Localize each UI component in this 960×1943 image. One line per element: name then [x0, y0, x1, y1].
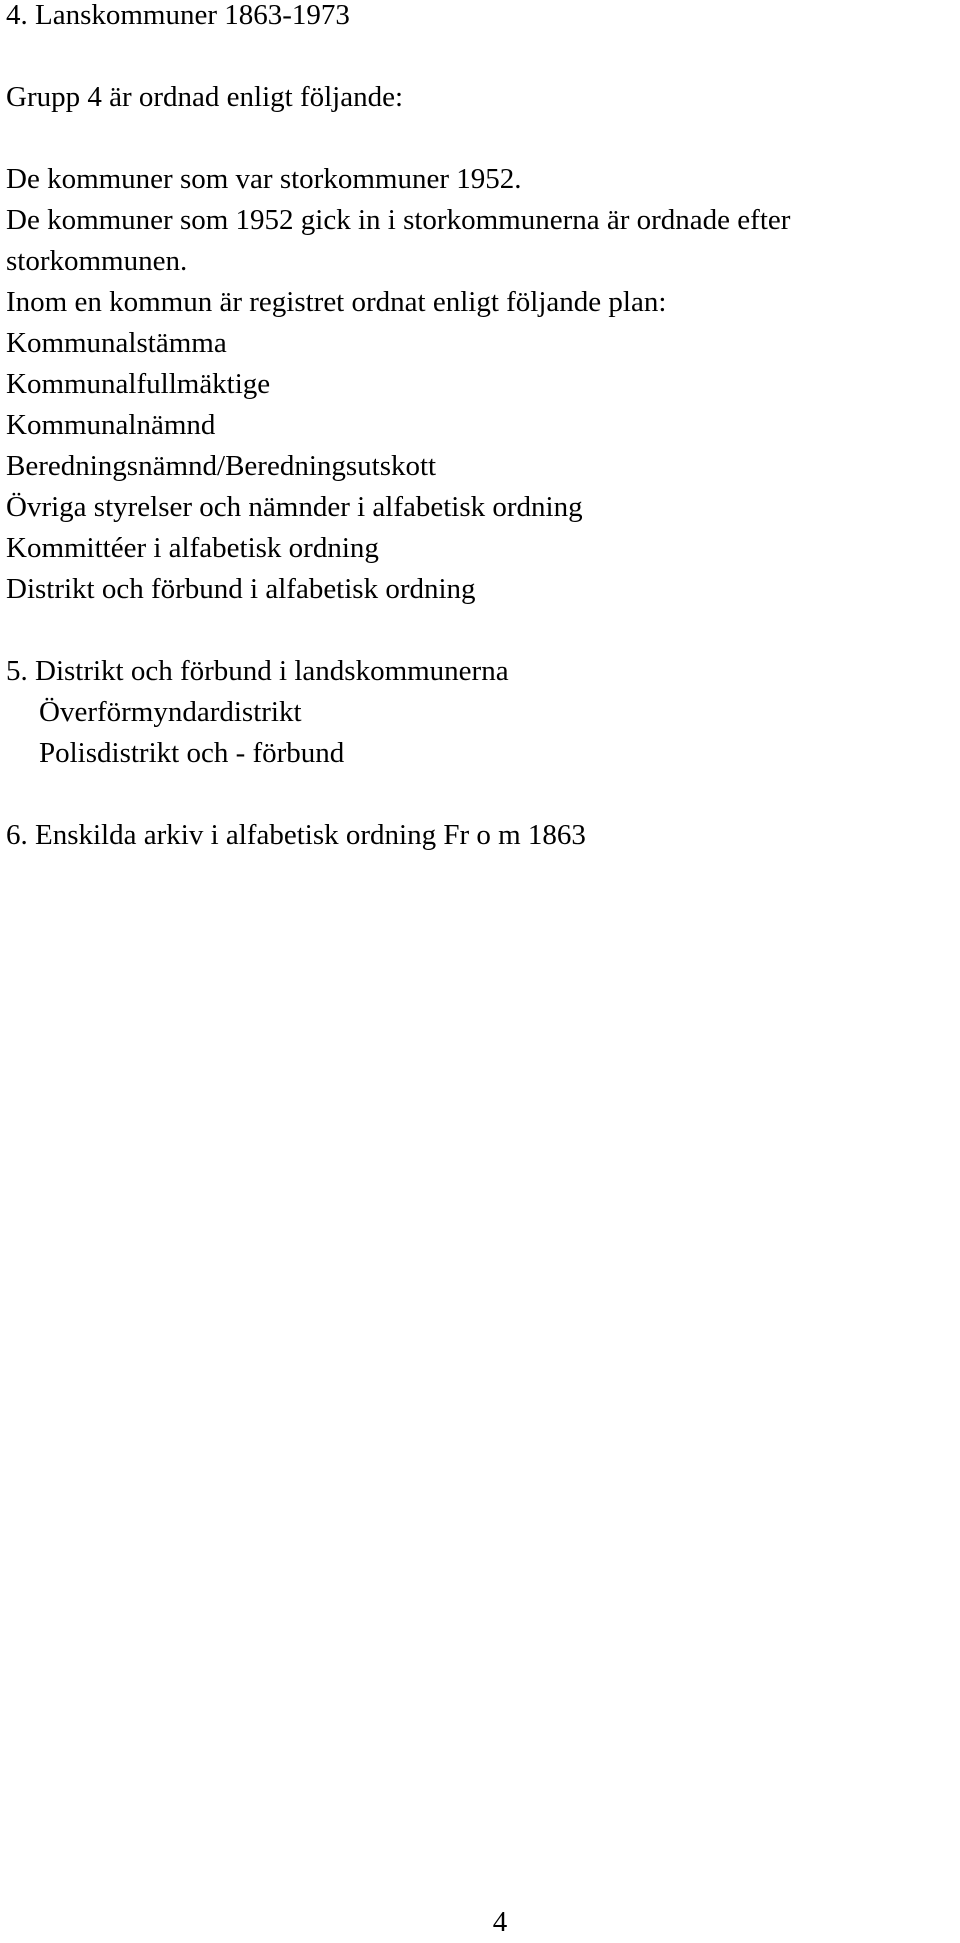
- paragraph-line-2: De kommuner som 1952 gick in i storkommunerna är ordnade efter: [6, 204, 791, 236]
- plan-item: Kommunalnämnd: [6, 409, 216, 441]
- plan-item: Beredningsnämnd/Beredningsutskott: [6, 450, 437, 482]
- section-6-heading: 6. Enskilda arkiv i alfabetisk ordning Fr o m 1863: [6, 819, 586, 851]
- section-5-item: Polisdistrikt och - förbund: [39, 737, 345, 769]
- section-5-heading: 5. Distrikt och förbund i landskommunerna: [6, 655, 509, 687]
- plan-intro: Inom en kommun är registret ordnat enligt följande plan:: [6, 286, 667, 318]
- plan-item: Övriga styrelser och nämnder i alfabetisk ordning: [6, 491, 583, 523]
- paragraph-line-3: storkommunen.: [6, 245, 188, 277]
- plan-item: Kommunalstämma: [6, 327, 227, 359]
- section-4-heading: 4. Lanskommuner 1863-1973: [6, 0, 350, 31]
- plan-item: Kommunalfullmäktige: [6, 368, 271, 400]
- paragraph-line-1: De kommuner som var storkommuner 1952.: [6, 163, 522, 195]
- page-number: 4: [492, 1906, 508, 1938]
- plan-item: Kommittéer i alfabetisk ordning: [6, 532, 379, 564]
- section-4-intro: Grupp 4 är ordnad enligt följande:: [6, 81, 404, 113]
- section-5-item: Överförmyndardistrikt: [39, 696, 302, 728]
- plan-item: Distrikt och förbund i alfabetisk ordning: [6, 573, 476, 605]
